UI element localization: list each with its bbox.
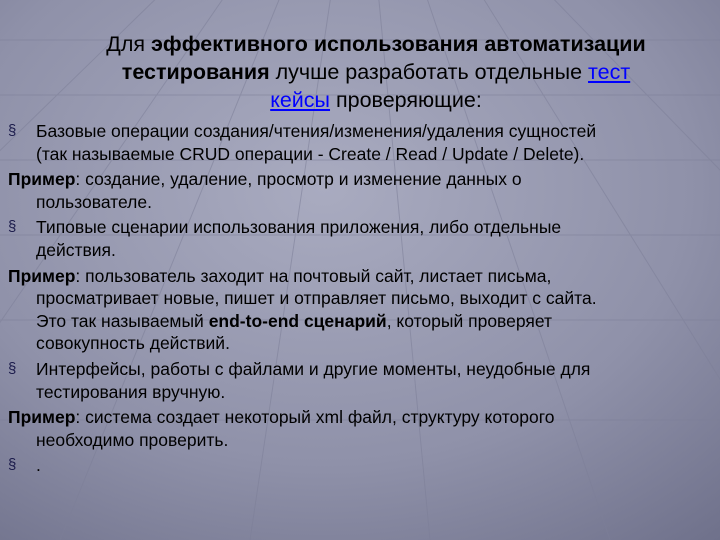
title-text: лучше разработать отдельные [269,60,589,84]
example-text: совокупность действий. [36,333,230,354]
title-bold-text: тестирования [121,60,270,84]
test-cases-link[interactable]: тест [588,60,631,84]
title-text: проверяющие: [330,88,482,112]
bullet-text: Базовые операции создания/чтения/изменения/удаления сущностей [36,121,597,141]
slide-content [8,120,708,480]
example-label: Пример [8,407,76,428]
bullet-text: тестирования вручную. [36,381,226,402]
bullet-icon: § [8,359,17,377]
bullet-icon: § [8,122,17,139]
test-cases-link[interactable]: кейсы [270,88,331,112]
example-label: Пример [8,169,76,190]
bullet-icon: § [8,456,17,474]
bullet-text: Интерфейсы, работы с файлами и другие моменты, неудобные для [36,358,591,379]
example-text: пользователе. [36,191,152,212]
example-item [8,168,708,213]
bullet-icon: § [8,218,17,236]
example-text: просматривает новые, пишет и отправляет письмо, выходит с сайта. [36,288,597,309]
example-text: , который проверяет [386,310,553,331]
bullet-text: (так называемые CRUD операции - Create / Read / Update / Delete). [36,143,585,164]
example-label: Пример [8,265,76,286]
example-text: : система создает некоторый xml файл, структуру которого [75,407,555,428]
example-text: : пользователь заходит на почтовый сайт, листает письма, [75,265,552,286]
bullet-text: . [36,455,41,476]
example-text: : создание, удаление, просмотр и изменение данных о [75,169,522,190]
example-text: необходимо проверить. [36,429,229,450]
example-bold-text: end-to-end сценарий [208,310,387,331]
example-text-line [8,310,708,333]
bullet-item [8,120,708,165]
bullet-item [8,454,708,477]
title-bold-text: эффективного использования автоматизации [151,32,646,56]
example-item [8,265,708,355]
bullet-item [8,358,708,403]
bullet-item [8,216,708,261]
example-text: Это так называемый [36,310,209,331]
title-text: Для [106,32,152,56]
example-item [8,406,708,451]
slide-title [56,30,696,114]
bullet-text: действия. [36,239,116,260]
bullet-text: Типовые сценарии использования приложения, либо отдельные [36,217,562,238]
